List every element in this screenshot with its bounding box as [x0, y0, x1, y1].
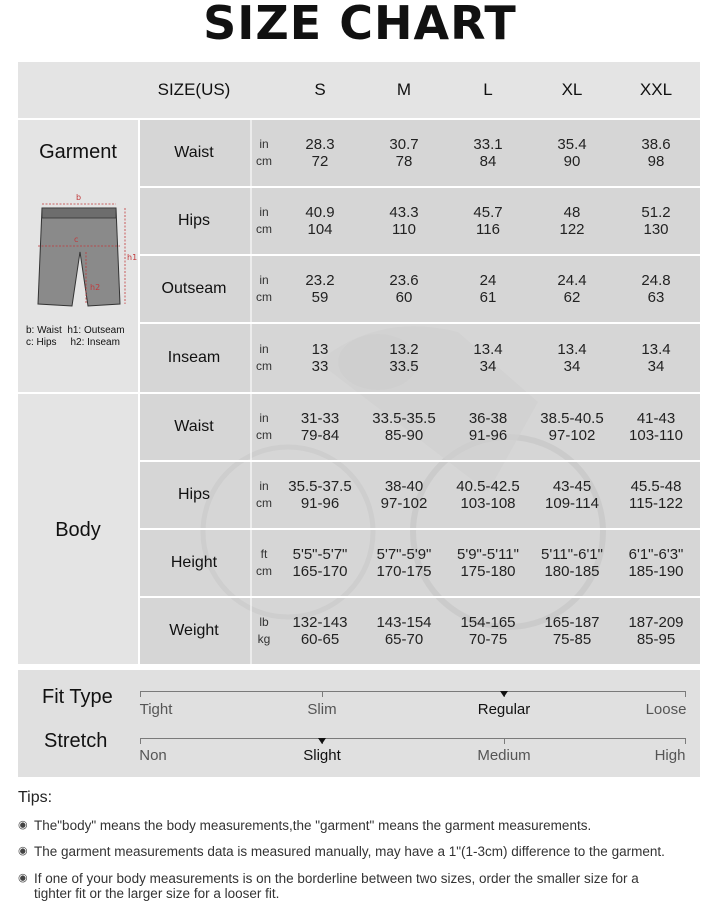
garment-section-label: Garment: [39, 140, 117, 163]
table-cell: 40.9 104: [305, 204, 335, 238]
tick: [504, 738, 505, 744]
tip-text: The"body" means the body measurements,the "garment" means the garment measurements.: [34, 818, 592, 833]
table-cell: 165-187 75-85: [544, 614, 600, 648]
diagram-legend: [26, 325, 125, 349]
garment-outseam-label: Outseam: [161, 280, 227, 297]
fit-type-marker-icon: [500, 691, 508, 697]
bullet-icon: ◉: [18, 819, 28, 831]
table-cell: 45.7 116: [473, 204, 503, 238]
table-cell: 143-154 65-70: [376, 614, 432, 648]
table-cell: 43-45 109-114: [545, 478, 599, 512]
table-cell: 187-209 85-95: [628, 614, 684, 648]
body-weight-label: Weight: [169, 622, 219, 639]
size-header-s: S: [314, 80, 326, 99]
fit-type-scale: [140, 691, 686, 692]
stretch-option-medium: Medium: [477, 747, 531, 764]
units: in cm: [256, 479, 272, 510]
table-cell: 13.4 34: [557, 341, 587, 375]
size-header-xl: XL: [561, 80, 583, 99]
table-cell: 33.5-35.5 85-90: [372, 410, 436, 444]
tip-item: [18, 818, 708, 833]
stretch-option-high: High: [654, 747, 686, 764]
garment-inseam-label: Inseam: [167, 349, 221, 366]
table-cell: 24 61: [479, 272, 497, 306]
body-section-label: Body: [55, 518, 101, 541]
body-waist-label: Waist: [174, 418, 214, 435]
page-title: SIZE CHART: [203, 0, 517, 50]
table-cell: 48 122: [559, 204, 585, 238]
legend-h1: h1: Outseam: [67, 325, 125, 336]
tip-text: The garment measurements data is measured manually, may have a 1"(1-3cm) difference to the garment.: [34, 844, 665, 859]
table-cell: 23.6 60: [389, 272, 419, 306]
table-cell: 38-40 97-102: [380, 478, 428, 512]
table-cell: 5'9"-5'11" 175-180: [457, 546, 519, 580]
shorts-diagram-icon: [26, 190, 138, 330]
units: in cm: [256, 273, 272, 304]
tip-text: If one of your body measurements is on the borderline between two sizes, order the smaller size for a tighter fit or the larger size for a looser fit.: [34, 871, 639, 901]
table-cell: 35.4 90: [557, 136, 587, 170]
garment-waist-label: Waist: [174, 144, 214, 161]
units: in cm: [256, 342, 272, 373]
table-cell: 6'1"-6'3" 185-190: [628, 546, 684, 580]
size-header-label: SIZE(US): [157, 80, 231, 99]
units: in cm: [256, 411, 272, 442]
table-cell: 38.6 98: [641, 136, 671, 170]
stretch-label: Stretch: [44, 730, 108, 752]
table-cell: 24.8 63: [641, 272, 671, 306]
table-cell: 38.5-40.5 97-102: [540, 410, 604, 444]
table-cell: 40.5-42.5 103-108: [456, 478, 520, 512]
body-height-label: Height: [170, 554, 218, 571]
table-cell: 5'5"-5'7" 165-170: [292, 546, 348, 580]
table-cell: 43.3 110: [389, 204, 419, 238]
size-header-xxl: XXL: [639, 80, 673, 99]
units: in cm: [256, 137, 272, 168]
tip-item: [18, 844, 708, 859]
tick: [322, 691, 323, 697]
table-cell: 30.7 78: [389, 136, 419, 170]
tick: [685, 691, 686, 697]
diagram-label-b: b: [76, 193, 82, 202]
fit-option-regular: Regular: [477, 701, 531, 718]
table-cell: 36-38 91-96: [468, 410, 508, 444]
table-cell: 13.4 34: [473, 341, 503, 375]
table-cell: 41-43 103-110: [629, 410, 683, 444]
stretch-marker-icon: [318, 738, 326, 744]
units: ft cm: [256, 547, 272, 578]
table-cell: 31-33 79-84: [300, 410, 340, 444]
diagram-label-h1: h1: [127, 253, 138, 262]
size-header-m: M: [396, 80, 412, 99]
table-cell: 5'11"-6'1" 180-185: [541, 546, 603, 580]
table-cell: 13.4 34: [641, 341, 671, 375]
fit-option-tight: Tight: [139, 701, 173, 718]
fit-option-slim: Slim: [307, 701, 337, 718]
table-cell: 5'7"-5'9" 170-175: [376, 546, 432, 580]
bullet-icon: ◉: [18, 872, 28, 884]
fit-option-loose: Loose: [645, 701, 687, 718]
legend-h2: h2: Inseam: [70, 337, 120, 348]
tick: [140, 738, 141, 744]
units: lb kg: [257, 615, 271, 646]
bullet-icon: ◉: [18, 845, 28, 857]
table-cell: 45.5-48 115-122: [629, 478, 683, 512]
diagram-label-c: c: [74, 235, 79, 244]
stretch-option-slight: Slight: [303, 747, 341, 764]
legend-c: c: Hips: [26, 337, 57, 348]
tip-item: [18, 871, 708, 901]
garment-hips-label: Hips: [177, 212, 210, 229]
legend-b: b: Waist: [26, 325, 62, 336]
tick: [140, 691, 141, 697]
table-cell: 13 33: [311, 341, 329, 375]
table-cell: 23.2 59: [305, 272, 335, 306]
table-cell: 154-165 70-75: [460, 614, 516, 648]
size-header-l: L: [483, 80, 493, 99]
stretch-scale: [140, 738, 686, 739]
table-cell: 24.4 62: [557, 272, 587, 306]
stretch-option-non: Non: [139, 747, 167, 764]
table-cell: 13.2 33.5: [389, 341, 419, 375]
body-hips-label: Hips: [177, 486, 210, 503]
table-cell: 132-143 60-65: [292, 614, 348, 648]
table-cell: 28.3 72: [305, 136, 335, 170]
table-cell: 51.2 130: [641, 204, 671, 238]
size-chart-table: [18, 62, 700, 664]
tips-title: Tips:: [18, 789, 53, 806]
fit-stretch-panel: [18, 670, 700, 777]
diagram-label-h2: h2: [90, 283, 101, 292]
fit-type-label: Fit Type: [42, 686, 113, 708]
tick: [685, 738, 686, 744]
table-cell: 33.1 84: [473, 136, 503, 170]
table-cell: 35.5-37.5 91-96: [288, 478, 352, 512]
units: in cm: [256, 205, 272, 236]
